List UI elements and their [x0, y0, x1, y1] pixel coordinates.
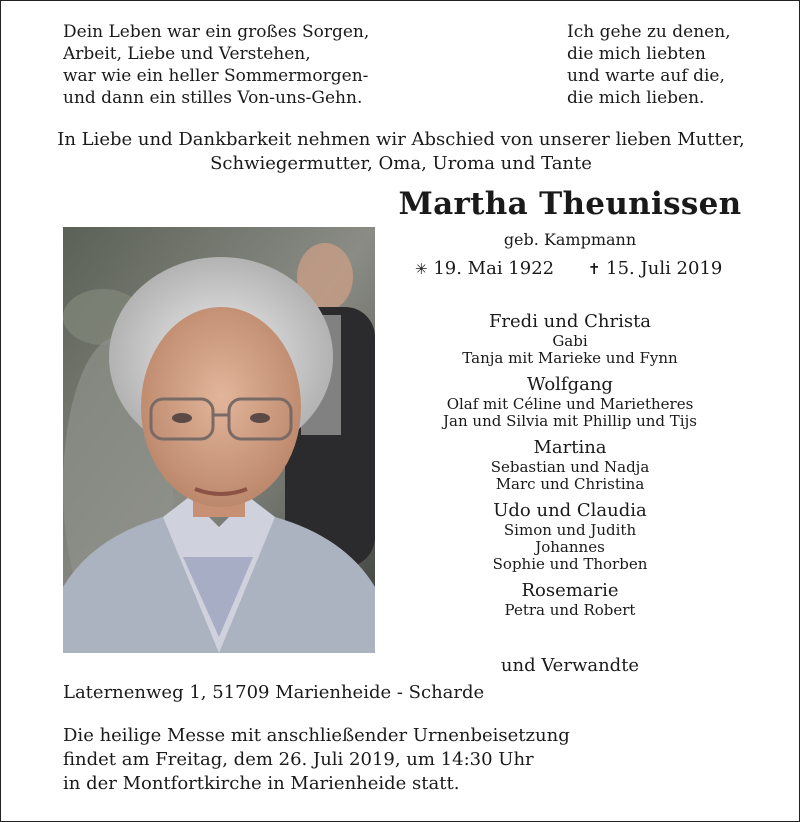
family-group [381, 580, 759, 619]
family-member: Sebastian und Nadja [490, 458, 650, 476]
family-member: Sophie und Thorben [492, 555, 648, 573]
service-line: Die heilige Messe mit anschließender Urnenbeisetzung [63, 725, 570, 746]
family-member: Johannes [535, 538, 605, 556]
deceased-name: Martha Theunissen [398, 186, 742, 222]
birth-star-icon: ✳ [415, 260, 428, 278]
family-group [381, 374, 759, 430]
poem-line: Ich gehe zu denen, [567, 22, 731, 42]
address: Laternenweg 1, 51709 Marienheide - Scharde [63, 682, 485, 703]
intro-line: In Liebe und Dankbarkeit nehmen wir Abschied von unserer lieben Mutter, [57, 129, 745, 150]
poem-left [63, 21, 369, 109]
family-member: Olaf mit Céline und Marietheres [446, 395, 694, 413]
family-group-name: Udo und Claudia [493, 500, 647, 521]
death-cross-icon: ✝ [587, 260, 601, 278]
family-member: Marc und Christina [495, 475, 645, 493]
family-list [381, 311, 759, 626]
birth-date: 19. Mai 1922 [433, 258, 555, 279]
service-info [63, 724, 570, 796]
birth-name: geb. Kampmann [503, 230, 637, 249]
family-member: Simon und Judith [503, 521, 637, 539]
poem-line: die mich liebten [567, 44, 706, 64]
poem-line: und warte auf die, [567, 66, 725, 86]
family-group [381, 500, 759, 573]
family-group [381, 437, 759, 493]
poem-line: war wie ein heller Sommermorgen- [63, 66, 369, 86]
poem-line: und dann ein stilles Von-uns-Gehn. [63, 88, 363, 108]
family-member: Jan und Silvia mit Phillip und Tijs [443, 412, 697, 430]
poem-line: die mich lieben. [567, 88, 705, 108]
relatives-text: und Verwandte [500, 655, 640, 676]
intro-line: Schwiegermutter, Oma, Uroma und Tante [210, 153, 592, 174]
poem-right [567, 21, 731, 109]
family-group-name: Rosemarie [521, 580, 619, 601]
family-group-name: Fredi und Christa [488, 311, 652, 332]
family-group-name: Martina [533, 437, 607, 458]
intro-text [41, 128, 761, 176]
family-group-name: Wolfgang [527, 374, 613, 395]
family-member: Gabi [552, 332, 588, 350]
life-dates [415, 258, 722, 279]
death-date: 15. Juli 2019 [606, 258, 723, 279]
service-line: in der Montfortkirche in Marienheide statt. [63, 773, 460, 794]
poem-line: Arbeit, Liebe und Verstehen, [63, 44, 311, 64]
family-member: Tanja mit Marieke und Fynn [462, 349, 678, 367]
family-member: Petra und Robert [504, 601, 636, 619]
portrait-photo [63, 227, 375, 653]
service-line: findet am Freitag, dem 26. Juli 2019, um 14:30 Uhr [63, 749, 534, 770]
family-group [381, 311, 759, 367]
poem-line: Dein Leben war ein großes Sorgen, [63, 22, 370, 42]
